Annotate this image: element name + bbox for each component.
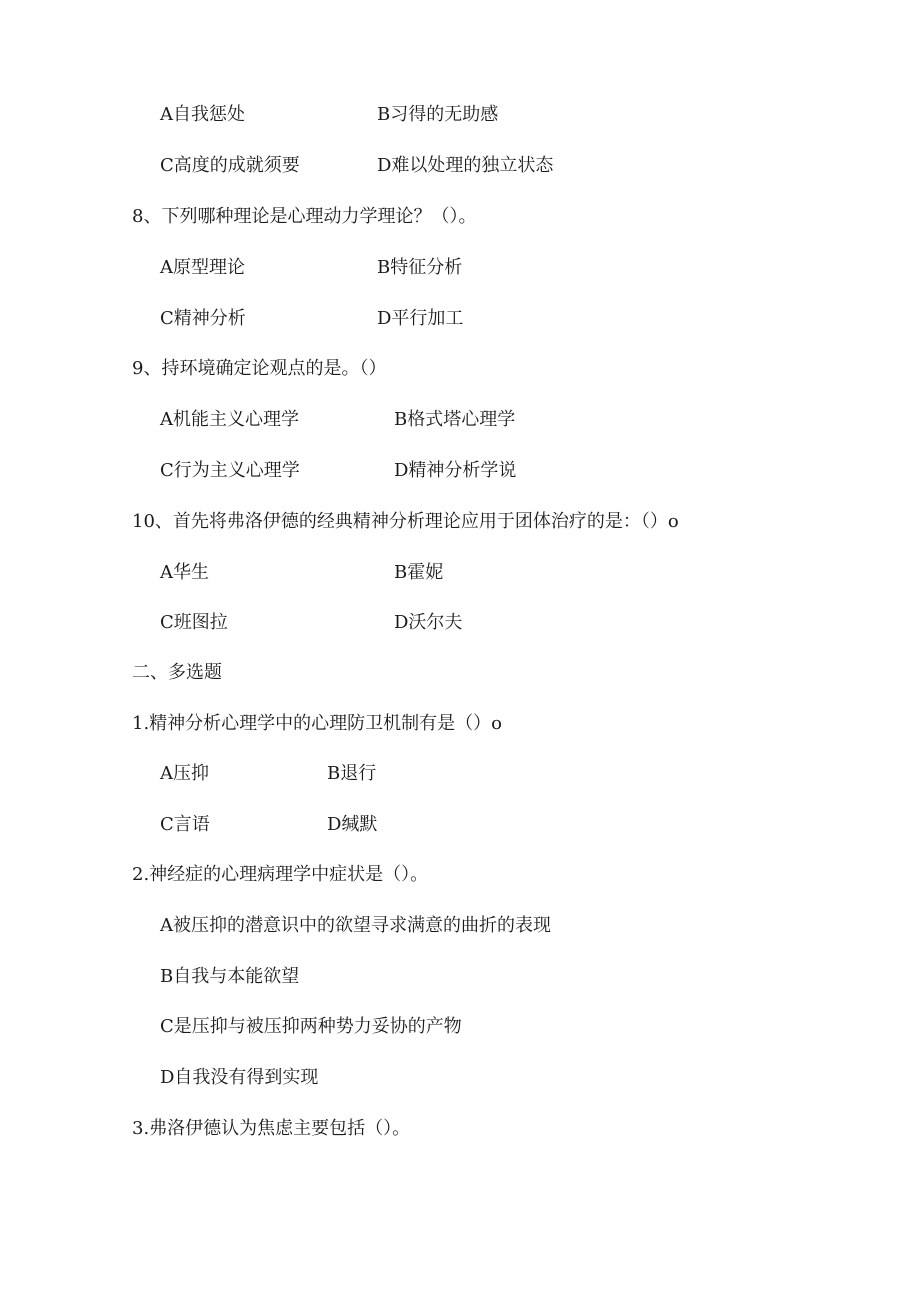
- option-c: C高度的成就须要: [160, 155, 300, 176]
- option-d: D平行加工: [377, 308, 464, 329]
- option-d: D难以处理的独立状态: [377, 155, 554, 176]
- option-a: A华生: [160, 562, 209, 583]
- option-b: B习得的无助感: [377, 104, 499, 125]
- question-stem: 8、下列哪种理论是心理动力学理论？（）。: [132, 206, 477, 227]
- option-a: A机能主义心理学: [160, 409, 299, 430]
- question-stem: 9、持环境确定论观点的是。（）: [132, 358, 387, 379]
- option-b: B格式塔心理学: [394, 409, 516, 430]
- option-c: C班图拉: [160, 612, 228, 633]
- option-b: B霍妮: [394, 562, 444, 583]
- option-a: A压抑: [160, 763, 209, 784]
- question-stem: 2.神经症的心理病理学中症状是（）。: [132, 864, 429, 885]
- option-c: C行为主义心理学: [160, 460, 300, 481]
- option-c: C言语: [160, 814, 210, 835]
- option-c: C精神分析: [160, 308, 246, 329]
- question-stem: 10、首先将弗洛伊德的经典精神分析理论应用于团体治疗的是：（）o: [132, 511, 679, 532]
- option-a: A原型理论: [160, 257, 245, 278]
- option-d: D精神分析学说: [394, 460, 517, 481]
- option-a: A被压抑的潜意识中的欲望寻求满意的曲折的表现: [160, 915, 551, 936]
- option-c: C是压抑与被压抑两种势力妥协的产物: [160, 1016, 462, 1037]
- option-b: B退行: [327, 763, 377, 784]
- option-d: D沃尔夫: [394, 612, 463, 633]
- section-heading: 二、多选题: [132, 662, 222, 683]
- option-d: D缄默: [327, 814, 378, 835]
- option-d: D自我没有得到实现: [160, 1067, 319, 1088]
- option-a: A自我惩处: [160, 104, 245, 125]
- question-stem: 1.精神分析心理学中的心理防卫机制有是（）o: [132, 713, 503, 734]
- option-b: B自我与本能欲望: [160, 966, 300, 987]
- option-b: B特征分析: [377, 257, 463, 278]
- question-stem: 3.弗洛伊德认为焦虑主要包括（）。: [132, 1118, 411, 1139]
